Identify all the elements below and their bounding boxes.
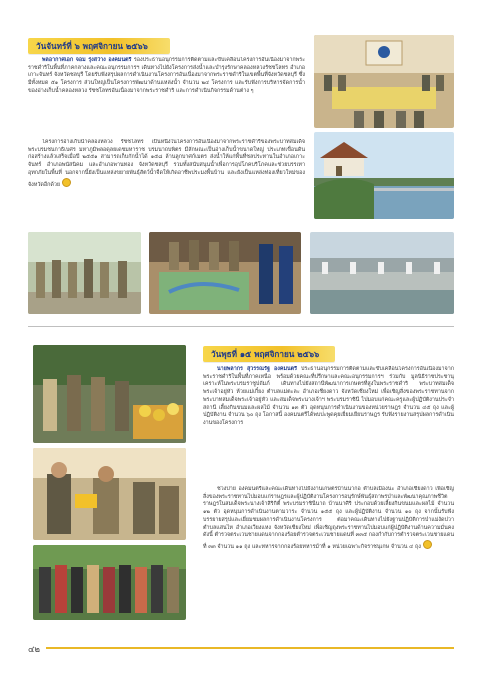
page-number-bar [46, 647, 454, 649]
page-number: ๔๒ [28, 645, 41, 655]
photo-villagers-group [33, 545, 186, 620]
photo-meeting-room [314, 35, 454, 128]
photo-officials-walking [28, 232, 141, 314]
section1-paragraph-1-text: รองประธานอนุกรรมการติดตามและขับเคลื่อนโครงการอันเนื่องมาจากพระราชดำริในพื้นที่ภาคกลางและคณะอนุกรรมการฯ เดินทางไปยังโครงการส่งน้ำและบำรุงรักษาคลองหลวงรัชชโลทร อำเภอเกาะจันทร์ จังหวัดชลบุรี โดยรับฟังสรุปผลการดำเนินงานโครงการอันเนื่องมาจากพระราชดำริในเขตพื้นที่จังหวัดชลบุรี ซึ่งมีทั้งหมด ๕๑ โครงการ ส่วนใหญ่เป็นโครงการพัฒนาด้านแหล่งน้ำ จำนวน ๒๔ โครงการ และรับฟังการบริหารจัดการน้ำของอ่างเก็บน้ำคลองหลวง รัชชโลทรอันเนื่องมาจากพระราชดำริ และการดำเนินกิจกรรมด้านต่าง ๆ [28, 57, 305, 94]
section1-paragraph-2 [28, 139, 305, 216]
photo-dam-spillway [310, 232, 454, 314]
photo-handing-gifts [33, 448, 186, 540]
emblem-icon [62, 178, 71, 187]
section2-date-banner [203, 346, 335, 362]
section2-paragraph-1-text: ประธานอนุกรรมการติดตามและขับเคลื่อนโครงการอันเนื่องมาจากพระราชดำริในพื้นที่ภาคเหนือ พร้อมด้วยคณะที่ปรึกษาและคณะอนุกรรมการฯ ร่วมกับ มูลนิธิราชประชานุเคราะห์ในพระบรมราชูปถัมภ์ เดินทางไปยังสถานีพัฒนาการเกษตรที่สูงในพระราชดำริ พระบาทสมเด็จพระเจ้าอยู่หัว ห้วยแม่เกี๋ยง ตำบลแม่ตะละ อำเภอเชียงดาว จังหวัดเชียงใหม่ เพื่อเชิญสิ่งของพระราชทานจากพระบาทสมเด็จพระเจ้าอยู่หัว และสมเด็จพระนางเจ้าฯ พระบรมราชินี ไปมอบแก่คณะครูและผู้ปฏิบัติงานประจำสถานี เลี้ยงกินขนมและผลไม้ จำนวน ๑๓ ตัว อุดหนุนการดำเนินงานของหน่วยราษฎร จำนวน ๔๕ ถุง และผู้ปฏิบัติงาน จำนวน ๖๐ ถุง โอกาสนี้ องคมนตรีได้พบปะพูดคุยเยี่ยมเยียนราษฎร รับฟังรายงานสรุปผลการดำเนินงานของโครงการ [203, 366, 454, 426]
photo-ceremony-flowers [33, 345, 186, 443]
photo-model-presentation [149, 232, 301, 314]
section2-paragraph-2 [203, 486, 454, 616]
section2-paragraph-2-text: ช่วงบ่าย องคมนตรีและคณะเดินทางไปยังงานเกษตรบ้านนากอ ตำบลเมืองนะ อำเภอเชียงดาว เพื่อเชิญสิ่งของพระราชทานไปมอบแก่ราษฎรและผู้ปฏิบัติงานโครงการอนุรักษ์พันธุ์สถาพรป่าและพัฒนาคุณภาพชีวิตราษฎรในสมเด็จพระนางเจ้าสิริกิติ์ พระบรมราชินีนาถ บ้านนาศิริ ประกอบด้วยเลี้ยงกินขนมและผลไม้ จำนวน ๑๒ ตัว อุดหนุนการดำเนินงานตามวาระ จำนวน ๑๕๕ ถุง และผู้ปฏิบัติงาน จำนวน ๑๐ ถุง จากนั้นรับฟังบรรยายสรุปและเยี่ยมชมผลการดำเนินงานโครงการ ต่อมาคณะเดินทางไปยังฐานปฏิบัติการป่าแม่งัดปวา ตำบลแสนไห อำเภอเวียงแหง จังหวัดเชียงใหม่ เพื่อเชิญถุงพระราชทานไปมอบแก่ผู้ปฏิบัติงานด้านความมั่นคง ดังนี้ ตำรวจตระเวนชายแดนจากกองร้อยตำรวจตระเวนชายแดนที่ ๓๓๕ กองกำกับการตำรวจตระเวนชายแดนที่ ๓๓ จำนวน ๑๑ ถุง และทหารจากกองร้อยทหารม้าที่ ๑ หน่วยเฉพาะกิจราชนุเกษ จำนวน ๔ ถุง [203, 486, 454, 550]
emblem-icon-2 [423, 540, 432, 549]
section1-paragraph-1 [28, 57, 305, 134]
section-divider [28, 326, 454, 327]
section1-paragraph-2-text: โครงการอ่างเก็บน้ำคลองหลวง รัชชโลทร เป็นหนึ่งในโครงการอันเนื่องมาจากพระราชดำริของพระบาทสมเด็จพระบรมชนกาธิเบศร มหาภูมิพลอดุลยเดชมหาราช บรมนาถบพิตร มีลักษณะเป็นอ่างเก็บน้ำขนาดใหญ่ ประเภทเขื่อนดิน ก่อสร้างแล้วเสร็จเมื่อปี ๒๕๕๑ สามารถเก็บกักน้ำได้ ๑๕๘ ล้านลูกบาศก์เมตร ส่งน้ำให้แก่พื้นที่ชลประทานในอำเภอเกาะจันทร์ อำเภอพนัสนิคม และอำเภอพานทอง จังหวัดชลบุรี รวมทั้งสนับสนุนน้ำเพื่อการอุปโภคบริโภคและช่วยบรรเทาอุทกภัยในพื้นที่ นอกจากนี้ยังเป็นแหล่งขยายพันธุ์สัตว์น้ำจืดให้เกิดอาชีพประมงพื้นบ้าน และยังเป็นแหล่งท่องเที่ยวใหม่ของจังหวัดอีกด้วย [28, 139, 305, 188]
section2-privy-councilor-name: นายพลากร สุวรรณรัฐ องคมนตรี [217, 366, 298, 372]
section1-date: วันจันทร์ที่ ๖ พฤศจิกายน ๒๕๖๖ [36, 41, 148, 51]
section2-paragraph-1 [203, 366, 454, 481]
photo-reservoir-pavilion [314, 132, 454, 219]
section1-privy-councilor-name: พลอากาศเอก จอม รุ่งสว่าง องคมนตรี [42, 57, 132, 63]
section2-date: วันพุธที่ ๑๕ พฤศจิกายน ๒๕๖๖ [211, 349, 320, 359]
section1-date-banner [28, 38, 170, 54]
